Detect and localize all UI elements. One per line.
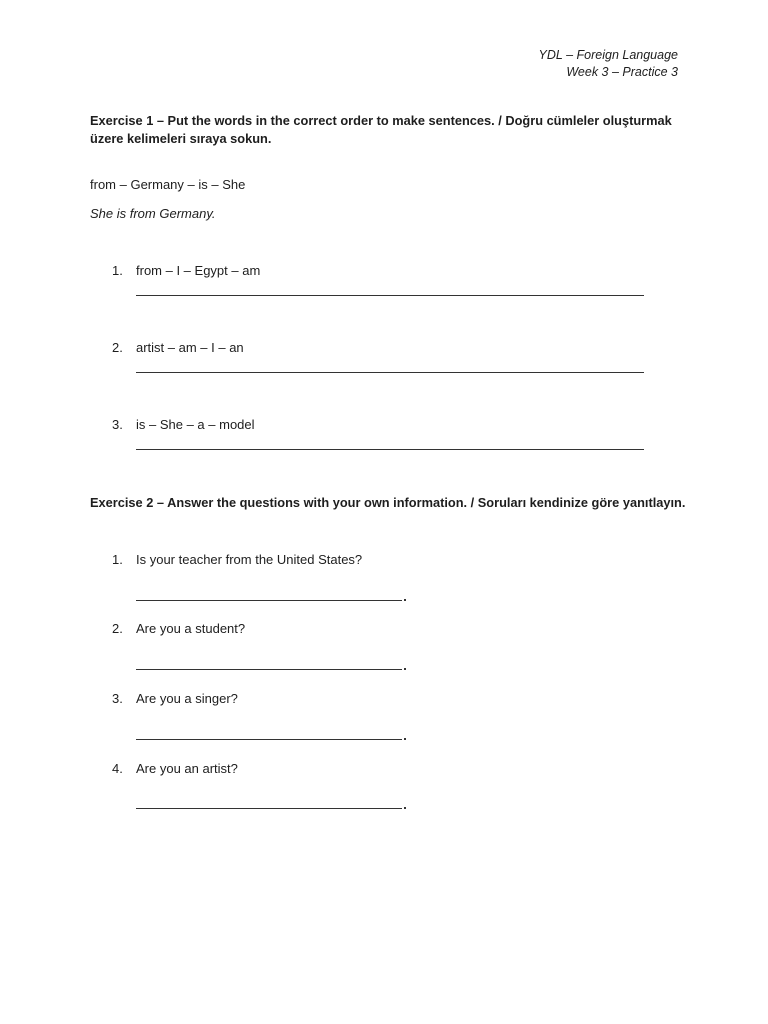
ex2-item-4-answer-line[interactable] (136, 808, 402, 809)
ex1-item-3-words: is – She – a – model (136, 417, 255, 432)
ex2-item-4-number: 4. (112, 761, 123, 776)
ex1-item-1-words: from – I – Egypt – am (136, 263, 261, 278)
ex1-item-2-answer-line[interactable] (136, 372, 644, 373)
ex2-item-2-answer-line[interactable] (136, 669, 402, 670)
example-words: from – Germany – is – She (90, 177, 246, 192)
ex1-item-1-answer-line[interactable] (136, 295, 644, 296)
ex1-item-3-answer-line[interactable] (136, 449, 644, 450)
exercise-2-title: Exercise 2 – Answer the questions with your own information. / Soruları kendinize göre yanıtlayın. (90, 495, 686, 510)
ex2-item-3-question: Are you a singer? (136, 691, 238, 706)
ex2-item-4-period (404, 807, 406, 809)
ex2-item-1-question: Is your teacher from the United States? (136, 552, 363, 567)
ex2-item-3-period (404, 738, 406, 740)
ex1-item-1-number: 1. (112, 263, 123, 278)
ex2-item-3-number: 3. (112, 691, 123, 706)
ex2-item-3-answer-line[interactable] (136, 739, 402, 740)
ex2-item-2-period (404, 668, 406, 670)
header-course-title: YDL – Foreign Language (538, 48, 678, 62)
example-answer: She is from Germany. (90, 206, 216, 221)
ex2-item-1-period (404, 599, 406, 601)
ex2-item-2-number: 2. (112, 621, 123, 636)
ex1-item-2-words: artist – am – I – an (136, 340, 244, 355)
header-week-title: Week 3 – Practice 3 (566, 65, 678, 79)
ex1-item-3-number: 3. (112, 417, 123, 432)
ex2-item-2-question: Are you a student? (136, 621, 246, 636)
ex2-item-1-number: 1. (112, 552, 123, 567)
ex1-item-2-number: 2. (112, 340, 123, 355)
ex2-item-4-question: Are you an artist? (136, 761, 238, 776)
ex2-item-1-answer-line[interactable] (136, 600, 402, 601)
exercise-1-title: Exercise 1 – Put the words in the correct order to make sentences. / Doğru cümleler oluşturmak üzere kelimeleri sıraya sokun. (90, 113, 672, 146)
